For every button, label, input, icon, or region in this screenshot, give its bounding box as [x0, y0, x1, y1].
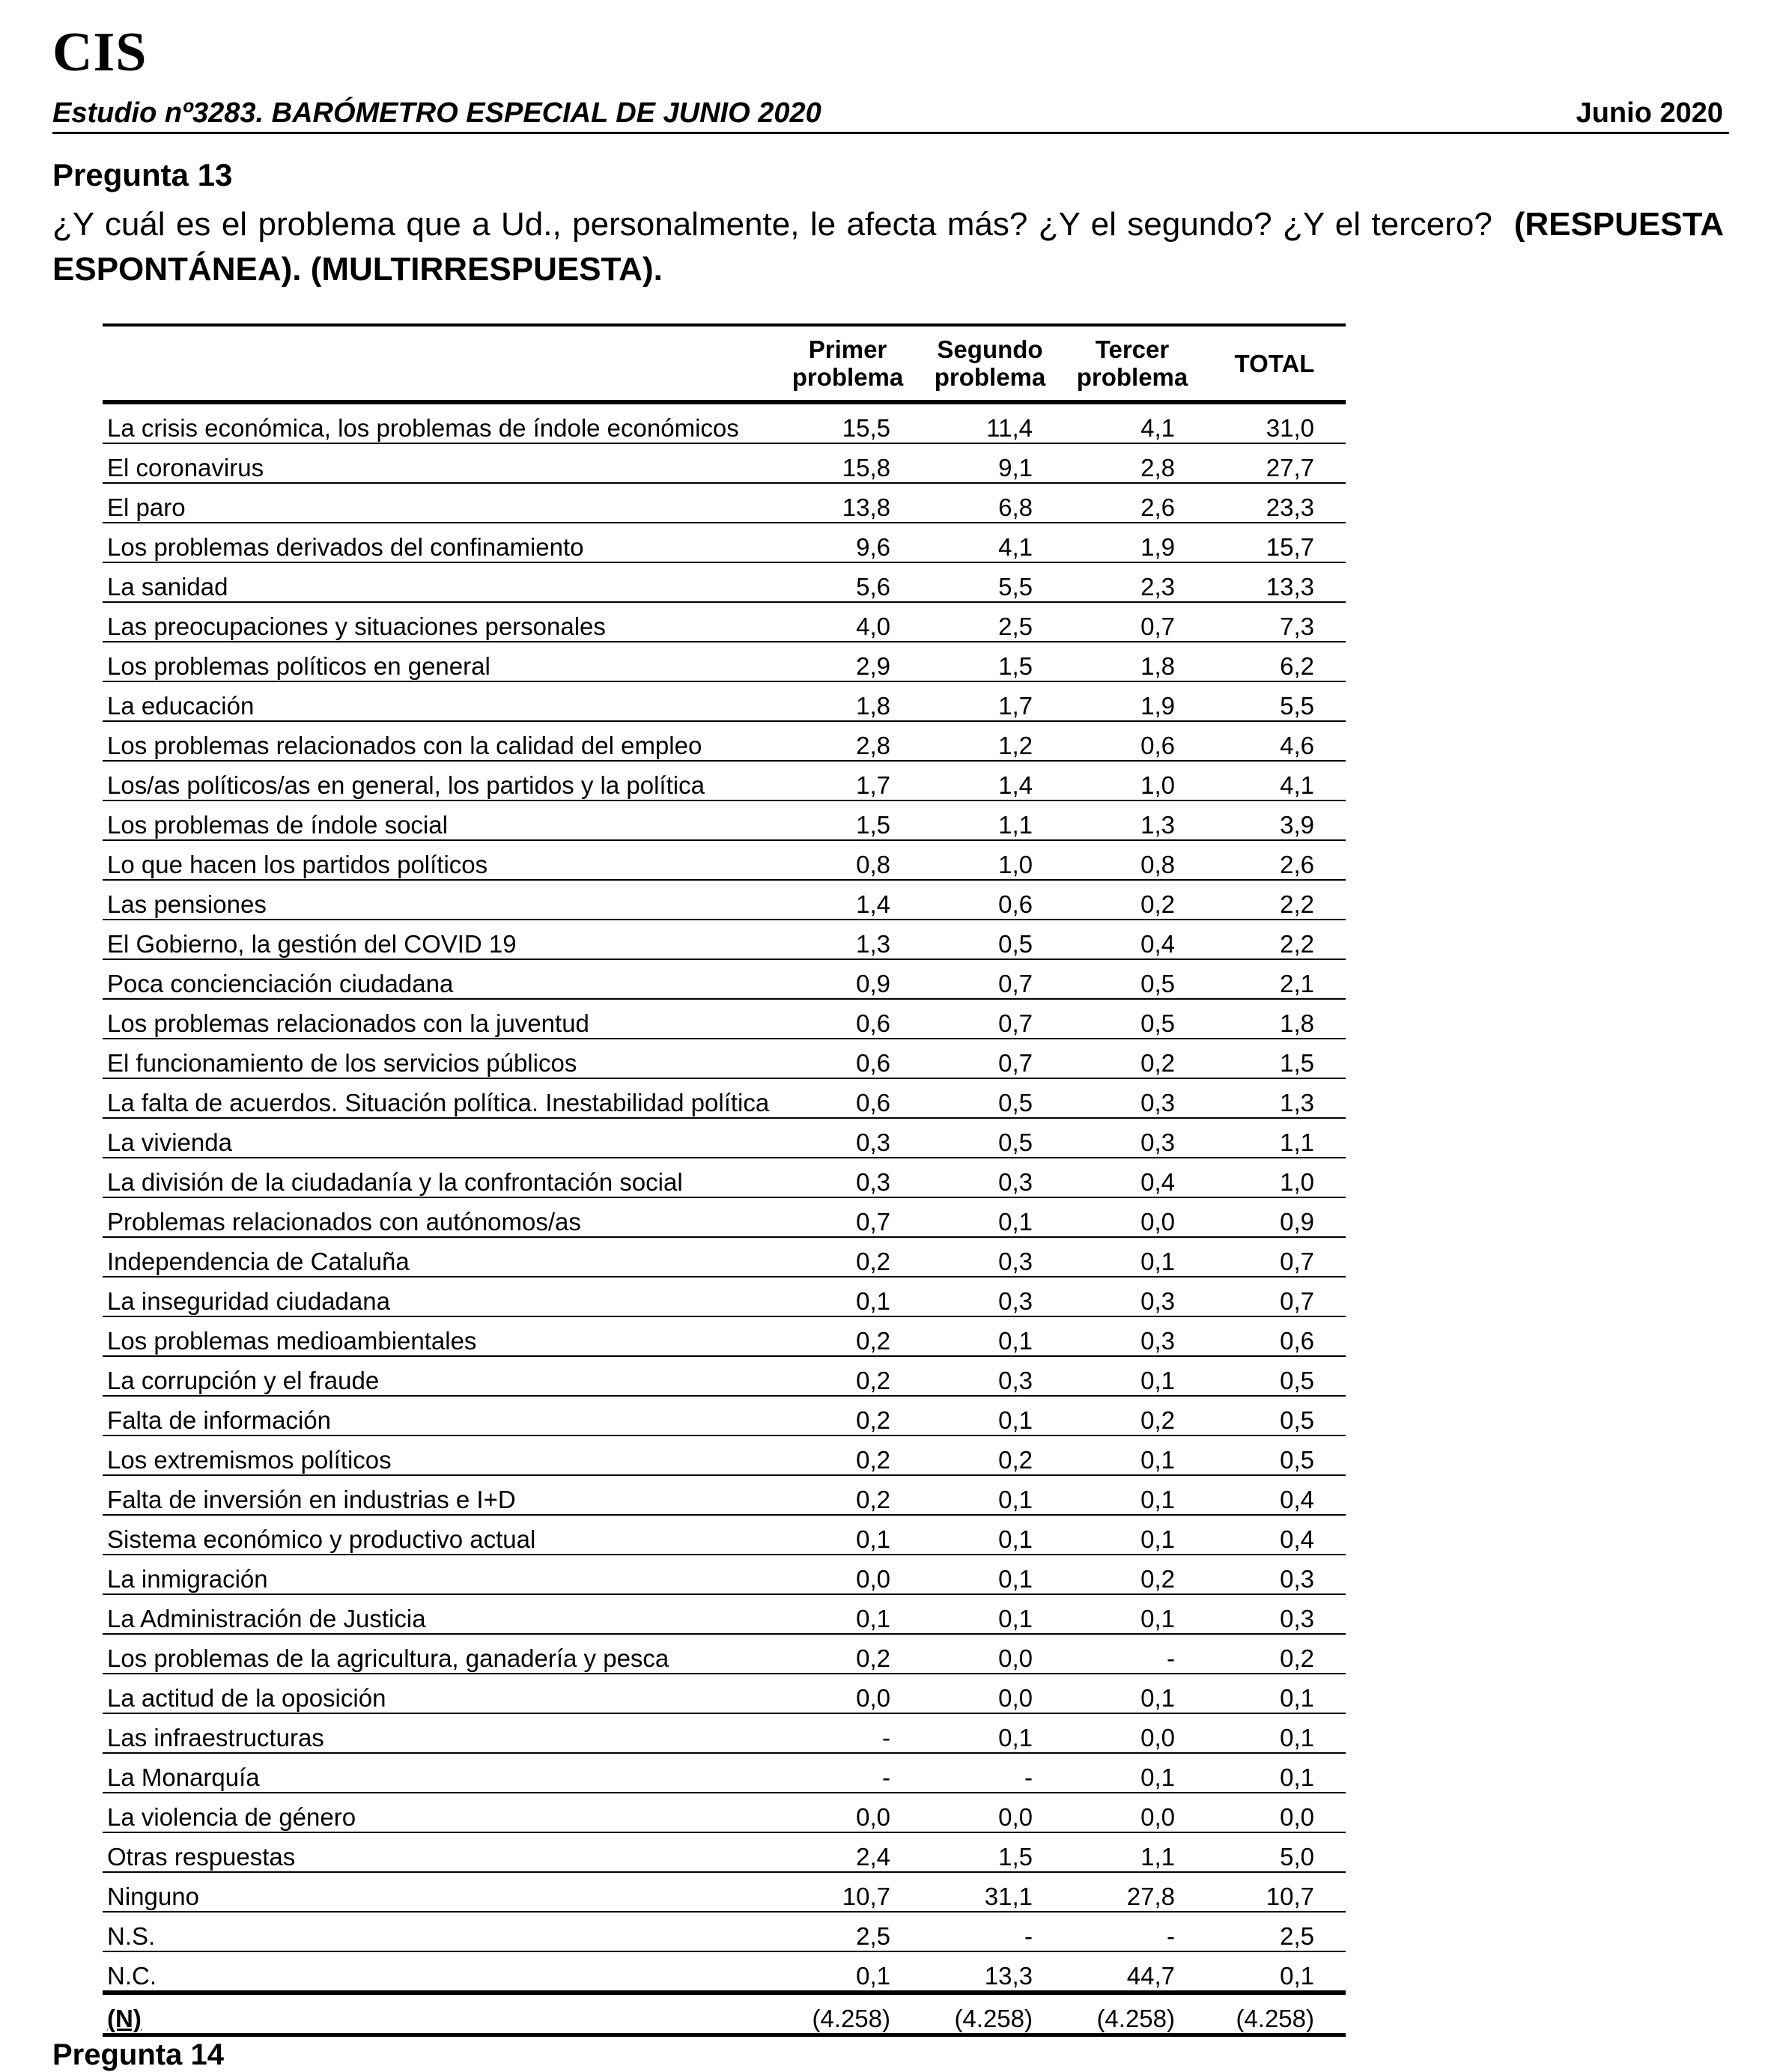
row-value: 31,1 [919, 1872, 1061, 1912]
row-value: 0,1 [919, 1197, 1061, 1237]
row-value: 5,5 [1203, 681, 1346, 721]
row-value: 0,1 [1203, 1951, 1346, 1993]
row-value: 1,1 [919, 800, 1061, 840]
table-row [103, 1793, 1346, 1832]
table-row [103, 1713, 1346, 1753]
table-row [103, 1356, 1346, 1396]
row-value: 2,8 [777, 721, 919, 761]
row-label: Los problemas de índole social [103, 800, 777, 840]
row-value: 0,2 [1203, 1634, 1346, 1674]
total-row-label: (N) [107, 2005, 142, 2032]
table-row [103, 1515, 1346, 1555]
row-value: 1,8 [777, 681, 919, 721]
row-value: 2,2 [1203, 880, 1346, 920]
row-value: 0,2 [777, 1237, 919, 1277]
table-row [103, 1555, 1346, 1594]
row-value: 0,6 [777, 1039, 919, 1078]
row-value: 0,5 [919, 920, 1061, 959]
row-label: Los problemas derivados del confinamiento [103, 523, 777, 562]
table-row [103, 1316, 1346, 1356]
row-label: La falta de acuerdos. Situación política. Inestabilidad política [103, 1078, 777, 1118]
row-value: 1,8 [1203, 999, 1346, 1039]
row-value: 0,1 [1203, 1674, 1346, 1713]
table-row [103, 761, 1346, 800]
study-title: Estudio nº3283. BARÓMETRO ESPECIAL DE JUNIO 2020 [52, 97, 821, 129]
row-value: 7,3 [1203, 602, 1346, 642]
row-value: 2,9 [777, 642, 919, 681]
row-value: 0,3 [777, 1118, 919, 1158]
row-value: 0,8 [1061, 840, 1203, 880]
table-row [103, 1951, 1346, 1993]
row-label: Los problemas relacionados con la calidad del empleo [103, 721, 777, 761]
row-value: 0,1 [777, 1594, 919, 1634]
row-label: La Monarquía [103, 1753, 777, 1793]
row-value: 0,1 [1061, 1515, 1203, 1555]
row-label: La crisis económica, los problemas de índole económicos [103, 402, 777, 443]
row-value: 1,4 [777, 880, 919, 920]
row-value: 9,6 [777, 523, 919, 562]
row-value: 2,3 [1061, 562, 1203, 602]
table-row [103, 1872, 1346, 1912]
row-label: N.C. [103, 1951, 777, 1993]
row-value: 0,3 [777, 1158, 919, 1197]
row-value: 1,3 [1203, 1078, 1346, 1118]
table-row [103, 1396, 1346, 1435]
row-value: 2,5 [777, 1912, 919, 1951]
row-value: 0,7 [1203, 1237, 1346, 1277]
row-label: Problemas relacionados con autónomos/as [103, 1197, 777, 1237]
row-value: 0,1 [777, 1951, 919, 1993]
table-row [103, 1078, 1346, 1118]
row-value: 15,7 [1203, 523, 1346, 562]
row-value: 2,6 [1061, 483, 1203, 523]
row-value: 10,7 [777, 1872, 919, 1912]
row-value: 5,0 [1203, 1832, 1346, 1872]
row-value: 4,1 [1061, 402, 1203, 443]
row-value: 0,1 [777, 1515, 919, 1555]
row-value: 13,8 [777, 483, 919, 523]
row-value: 0,1 [919, 1713, 1061, 1753]
total-row-value: (4.258) [919, 1993, 1061, 2035]
table-row [103, 880, 1346, 920]
row-value: 23,3 [1203, 483, 1346, 523]
row-value: 1,7 [777, 761, 919, 800]
row-value: 0,1 [1061, 1594, 1203, 1634]
results-table-wrapper [103, 323, 1346, 2037]
row-value: 1,5 [777, 800, 919, 840]
row-value: 0,6 [1203, 1316, 1346, 1356]
row-value: 0,0 [1061, 1793, 1203, 1832]
row-value: 0,3 [919, 1356, 1061, 1396]
row-value: 0,2 [919, 1435, 1061, 1475]
row-value: 13,3 [919, 1951, 1061, 1993]
row-label: El paro [103, 483, 777, 523]
table-row [103, 959, 1346, 999]
row-value: 0,3 [1061, 1118, 1203, 1158]
table-body [103, 402, 1346, 2035]
row-value: 0,1 [1061, 1237, 1203, 1277]
row-value: 6,2 [1203, 642, 1346, 681]
row-value: 0,1 [1061, 1356, 1203, 1396]
row-label: La violencia de género [103, 1793, 777, 1832]
row-value: 0,9 [1203, 1197, 1346, 1237]
row-value: 5,6 [777, 562, 919, 602]
total-row-value: (4.258) [1203, 1993, 1346, 2035]
row-label: La inmigración [103, 1555, 777, 1594]
row-value: 1,5 [919, 642, 1061, 681]
row-value: 0,1 [919, 1594, 1061, 1634]
row-value: 1,7 [919, 681, 1061, 721]
row-label: La corrupción y el fraude [103, 1356, 777, 1396]
row-value: 0,6 [777, 1078, 919, 1118]
row-value: 0,5 [1061, 959, 1203, 999]
row-label: Falta de inversión en industrias e I+D [103, 1475, 777, 1515]
table-row [103, 1277, 1346, 1316]
row-value: 0,3 [1061, 1316, 1203, 1356]
row-value: 0,1 [1061, 1674, 1203, 1713]
row-value: 0,2 [777, 1356, 919, 1396]
row-label: El funcionamiento de los servicios públicos [103, 1039, 777, 1078]
table-row [103, 562, 1346, 602]
row-value: 1,0 [919, 840, 1061, 880]
row-value: 0,3 [919, 1277, 1061, 1316]
row-value: 1,2 [919, 721, 1061, 761]
row-value: 4,6 [1203, 721, 1346, 761]
row-value: 0,2 [1061, 1555, 1203, 1594]
table-row [103, 483, 1346, 523]
row-value: 0,0 [1203, 1793, 1346, 1832]
row-value: 0,3 [1061, 1078, 1203, 1118]
row-value: 0,1 [919, 1515, 1061, 1555]
row-label: La sanidad [103, 562, 777, 602]
row-value: 0,1 [919, 1555, 1061, 1594]
row-value: 0,2 [777, 1396, 919, 1435]
column-header: Tercer problema [1061, 325, 1203, 402]
row-value: 0,0 [919, 1674, 1061, 1713]
row-label: La vivienda [103, 1118, 777, 1158]
row-value: 0,5 [919, 1118, 1061, 1158]
table-row [103, 443, 1346, 483]
row-value: 0,0 [919, 1634, 1061, 1674]
row-value: 0,1 [919, 1316, 1061, 1356]
question-note: (RESPUESTA ESPONTÁNEA). (MULTIRRESPUESTA). [52, 206, 1725, 288]
study-date: Junio 2020 [1576, 97, 1723, 129]
table-row [103, 721, 1346, 761]
row-label: Poca concienciación ciudadana [103, 959, 777, 999]
row-value: - [1061, 1634, 1203, 1674]
row-value: 0,4 [1061, 1158, 1203, 1197]
row-value: 0,7 [777, 1197, 919, 1237]
table-row [103, 1475, 1346, 1515]
row-value: 15,5 [777, 402, 919, 443]
table-row [103, 1634, 1346, 1674]
row-value: 0,2 [1061, 880, 1203, 920]
row-value: 1,3 [1061, 800, 1203, 840]
row-value: 0,1 [1203, 1713, 1346, 1753]
table-row [103, 1753, 1346, 1793]
table-header-row [103, 325, 1346, 402]
row-value: 0,1 [1061, 1753, 1203, 1793]
row-label: N.S. [103, 1912, 777, 1951]
row-value: 2,5 [1203, 1912, 1346, 1951]
total-row [103, 1993, 1346, 2035]
column-header-label [103, 325, 777, 402]
row-value: 2,4 [777, 1832, 919, 1872]
table-row [103, 1912, 1346, 1951]
row-label: Otras respuestas [103, 1832, 777, 1872]
next-question-heading: Pregunta 14 [52, 2038, 224, 2071]
row-label: Los problemas relacionados con la juventud [103, 999, 777, 1039]
row-label: Los problemas políticos en general [103, 642, 777, 681]
row-value: 3,9 [1203, 800, 1346, 840]
row-value: 0,6 [919, 880, 1061, 920]
row-label: El Gobierno, la gestión del COVID 19 [103, 920, 777, 959]
row-value: 31,0 [1203, 402, 1346, 443]
row-value: 0,2 [777, 1475, 919, 1515]
row-value: 2,6 [1203, 840, 1346, 880]
row-label: La actitud de la oposición [103, 1674, 777, 1713]
row-value: 4,1 [1203, 761, 1346, 800]
row-value: 1,4 [919, 761, 1061, 800]
row-value: 4,0 [777, 602, 919, 642]
row-value: - [777, 1713, 919, 1753]
table-row [103, 602, 1346, 642]
row-label: La inseguridad ciudadana [103, 1277, 777, 1316]
row-value: 1,5 [919, 1832, 1061, 1872]
row-value: 0,1 [1061, 1435, 1203, 1475]
study-header [52, 91, 1729, 134]
total-row-value: (4.258) [777, 1993, 919, 2035]
row-label: Los/as políticos/as en general, los partidos y la política [103, 761, 777, 800]
row-value: 0,0 [1061, 1197, 1203, 1237]
row-value: 15,8 [777, 443, 919, 483]
row-value: 1,8 [1061, 642, 1203, 681]
row-value: 0,8 [777, 840, 919, 880]
row-value: - [919, 1912, 1061, 1951]
row-value: 10,7 [1203, 1872, 1346, 1912]
row-value: 0,3 [919, 1158, 1061, 1197]
row-value: 1,1 [1061, 1832, 1203, 1872]
row-label: Falta de información [103, 1396, 777, 1435]
table-row [103, 642, 1346, 681]
table-row [103, 1039, 1346, 1078]
table-row [103, 402, 1346, 443]
table-row [103, 800, 1346, 840]
row-label: Los problemas de la agricultura, ganadería y pesca [103, 1634, 777, 1674]
row-label: Lo que hacen los partidos políticos [103, 840, 777, 880]
row-value: 0,1 [1061, 1475, 1203, 1515]
total-row-value: (4.258) [1061, 1993, 1203, 2035]
row-value: - [1061, 1912, 1203, 1951]
row-value: 4,1 [919, 523, 1061, 562]
row-value: 0,0 [1061, 1713, 1203, 1753]
row-value: 1,3 [777, 920, 919, 959]
row-value: 1,0 [1061, 761, 1203, 800]
row-value: 0,0 [777, 1674, 919, 1713]
row-value: 0,6 [777, 999, 919, 1039]
row-value: 0,1 [1203, 1753, 1346, 1793]
row-value: 0,1 [919, 1475, 1061, 1515]
row-value: 5,5 [919, 562, 1061, 602]
row-value: 0,7 [919, 999, 1061, 1039]
row-value: 1,5 [1203, 1039, 1346, 1078]
row-value: 2,1 [1203, 959, 1346, 999]
row-value: 0,7 [919, 1039, 1061, 1078]
row-value: 0,6 [1061, 721, 1203, 761]
row-label: La educación [103, 681, 777, 721]
row-label: El coronavirus [103, 443, 777, 483]
question-text: ¿Y cuál es el problema que a Ud., personalmente, le afecta más? ¿Y el segundo? ¿Y el tercero? [52, 206, 1492, 243]
row-value: 0,3 [919, 1237, 1061, 1277]
row-value: 0,0 [919, 1793, 1061, 1832]
row-label: Los extremismos políticos [103, 1435, 777, 1475]
row-value: 0,7 [1061, 602, 1203, 642]
table-row [103, 1237, 1346, 1277]
row-value: 0,5 [1203, 1356, 1346, 1396]
row-value: 0,3 [1061, 1277, 1203, 1316]
row-value: 13,3 [1203, 562, 1346, 602]
column-header: Primer problema [777, 325, 919, 402]
row-label: Ninguno [103, 1872, 777, 1912]
row-value: 2,2 [1203, 920, 1346, 959]
row-value: 0,4 [1203, 1475, 1346, 1515]
row-value: 1,9 [1061, 681, 1203, 721]
row-label: Independencia de Cataluña [103, 1237, 777, 1277]
row-label: Las infraestructuras [103, 1713, 777, 1753]
table-row [103, 1118, 1346, 1158]
column-header: TOTAL [1203, 325, 1346, 402]
row-value: 0,3 [1203, 1555, 1346, 1594]
table-row [103, 999, 1346, 1039]
table-row [103, 840, 1346, 880]
row-value: 0,0 [777, 1555, 919, 1594]
row-value: 2,8 [1061, 443, 1203, 483]
row-value: 0,9 [777, 959, 919, 999]
table-row [103, 523, 1346, 562]
row-label: La Administración de Justicia [103, 1594, 777, 1634]
cis-logo: CIS [52, 22, 148, 83]
column-header: Segundo problema [919, 325, 1061, 402]
row-value: 0,2 [777, 1634, 919, 1674]
row-value: 9,1 [919, 443, 1061, 483]
row-value: 11,4 [919, 402, 1061, 443]
table-row [103, 920, 1346, 959]
table-row [103, 1674, 1346, 1713]
row-value: 1,9 [1061, 523, 1203, 562]
row-value: 0,2 [777, 1435, 919, 1475]
row-value: 1,0 [1203, 1158, 1346, 1197]
row-value: 0,1 [919, 1396, 1061, 1435]
row-label: Los problemas medioambientales [103, 1316, 777, 1356]
row-value: 0,5 [1203, 1396, 1346, 1435]
row-value: 27,7 [1203, 443, 1346, 483]
results-table [103, 323, 1346, 2037]
table-row [103, 1158, 1346, 1197]
row-value: 0,5 [1203, 1435, 1346, 1475]
row-value: 0,5 [1061, 999, 1203, 1039]
row-value: 0,0 [777, 1793, 919, 1832]
row-value: 44,7 [1061, 1951, 1203, 1993]
row-value: 0,2 [1061, 1039, 1203, 1078]
row-label: Las pensiones [103, 880, 777, 920]
row-value: 0,2 [1061, 1396, 1203, 1435]
row-label: Las preocupaciones y situaciones personales [103, 602, 777, 642]
row-value: 0,7 [919, 959, 1061, 999]
question-heading: Pregunta 13 [52, 157, 233, 192]
table-row [103, 1832, 1346, 1872]
row-value: 0,2 [777, 1316, 919, 1356]
row-value: 0,1 [777, 1277, 919, 1316]
row-value: 0,4 [1203, 1515, 1346, 1555]
row-value: 0,7 [1203, 1277, 1346, 1316]
row-value: 0,5 [919, 1078, 1061, 1118]
row-value: 2,5 [919, 602, 1061, 642]
row-value: - [777, 1753, 919, 1793]
row-value: 1,1 [1203, 1118, 1346, 1158]
row-label: La división de la ciudadanía y la confrontación social [103, 1158, 777, 1197]
question-text-block [52, 202, 1724, 292]
table-row [103, 681, 1346, 721]
row-value: - [919, 1753, 1061, 1793]
table-row [103, 1594, 1346, 1634]
table-row [103, 1435, 1346, 1475]
row-label: Sistema económico y productivo actual [103, 1515, 777, 1555]
row-value: 27,8 [1061, 1872, 1203, 1912]
row-value: 0,3 [1203, 1594, 1346, 1634]
row-value: 6,8 [919, 483, 1061, 523]
table-row [103, 1197, 1346, 1237]
row-value: 0,4 [1061, 920, 1203, 959]
total-row-label-cell [103, 1993, 777, 2035]
